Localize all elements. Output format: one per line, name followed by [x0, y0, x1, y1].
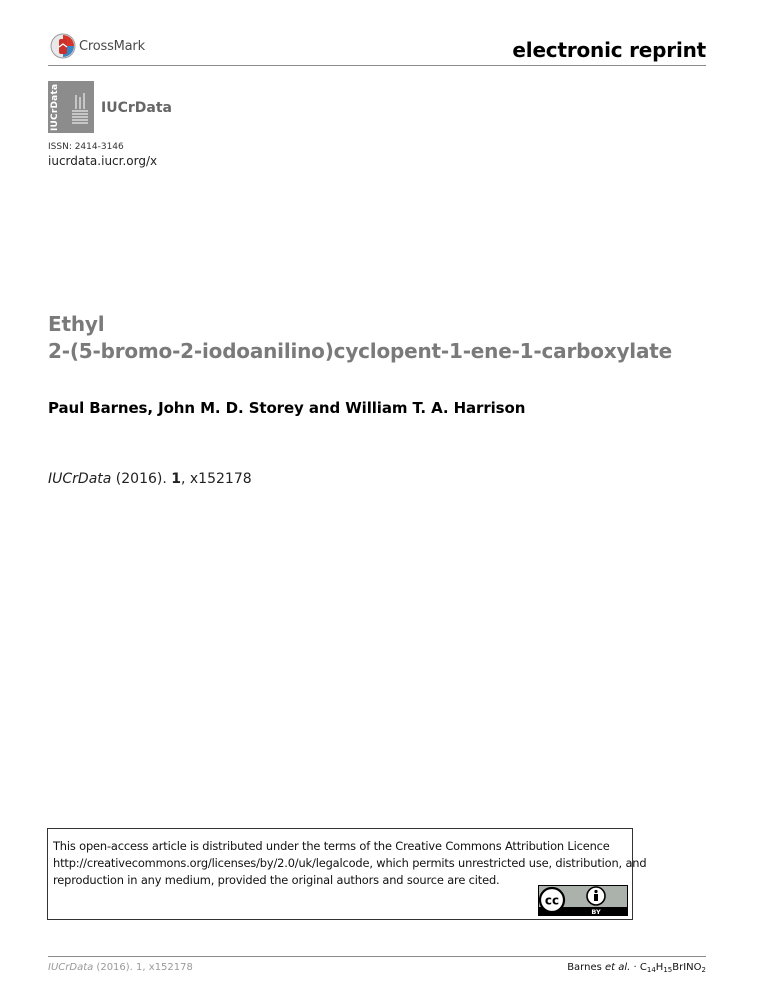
formula-subscript: 2	[701, 966, 706, 974]
header-divider	[48, 65, 706, 66]
cc-by-text: BY	[591, 908, 601, 916]
licence-text	[53, 838, 647, 889]
crossmark-icon	[50, 32, 76, 60]
licence-line: This open-access article is distributed under the terms of the Creative Commons Attribution Licence	[53, 839, 610, 853]
footer-separator: ·	[630, 962, 640, 973]
journal-name: IUCrData	[101, 100, 172, 116]
footer-author: Barnes	[567, 962, 605, 973]
licence-box	[47, 828, 647, 920]
journal-logo-graphic-icon	[70, 91, 90, 127]
citation-journal: IUCrData	[48, 471, 112, 487]
citation-volume: 1	[171, 471, 181, 487]
formula-element: H	[655, 962, 664, 973]
crossmark-badge[interactable]	[50, 32, 145, 60]
journal-url-link[interactable]: iucrdata.iucr.org/x	[48, 154, 158, 168]
journal-issn: ISSN: 2414-3146	[48, 142, 124, 152]
electronic-reprint-label: electronic reprint	[512, 38, 706, 62]
footer-article-id: , x152178	[142, 962, 193, 973]
article-title-line: 2-(5-bromo-2-iodoanilino)cyclopent-1-ene-1-carboxylate	[48, 339, 672, 363]
article-citation	[48, 471, 252, 487]
article-authors: Paul Barnes, John M. D. Storey and William T. A. Harrison	[48, 399, 526, 417]
article-title	[48, 311, 708, 365]
footer-citation	[48, 962, 193, 973]
journal-logo-text: IUCrData	[50, 83, 60, 131]
footer-author-formula	[567, 962, 706, 974]
licence-line: reproduction in any medium, provided the original authors and source are cited.	[53, 873, 500, 887]
footer-etal: et al.	[605, 962, 631, 973]
formula-subscript: 14	[646, 966, 656, 974]
footer-divider	[48, 956, 706, 957]
cc-by-licence-badge[interactable]	[538, 885, 628, 916]
article-title-line: Ethyl	[48, 312, 105, 336]
footer-year: (2016).	[93, 962, 137, 973]
footer-volume: 1	[136, 962, 143, 973]
citation-article-id: , x152178	[181, 471, 252, 487]
citation-year: (2016).	[111, 471, 172, 487]
cc-mark-text: cc	[544, 893, 560, 908]
formula-element: BrINO	[672, 962, 702, 973]
formula-element: C	[639, 962, 647, 973]
formula-subscript: 15	[663, 966, 673, 974]
crossmark-label: CrossMark	[79, 38, 145, 54]
journal-logo	[48, 81, 94, 133]
footer-journal: IUCrData	[48, 962, 94, 973]
licence-line-with-link[interactable]: http://creativecommons.org/licenses/by/2.0/uk/legalcode, which permits unrestricted use, distribution, and	[53, 856, 647, 870]
